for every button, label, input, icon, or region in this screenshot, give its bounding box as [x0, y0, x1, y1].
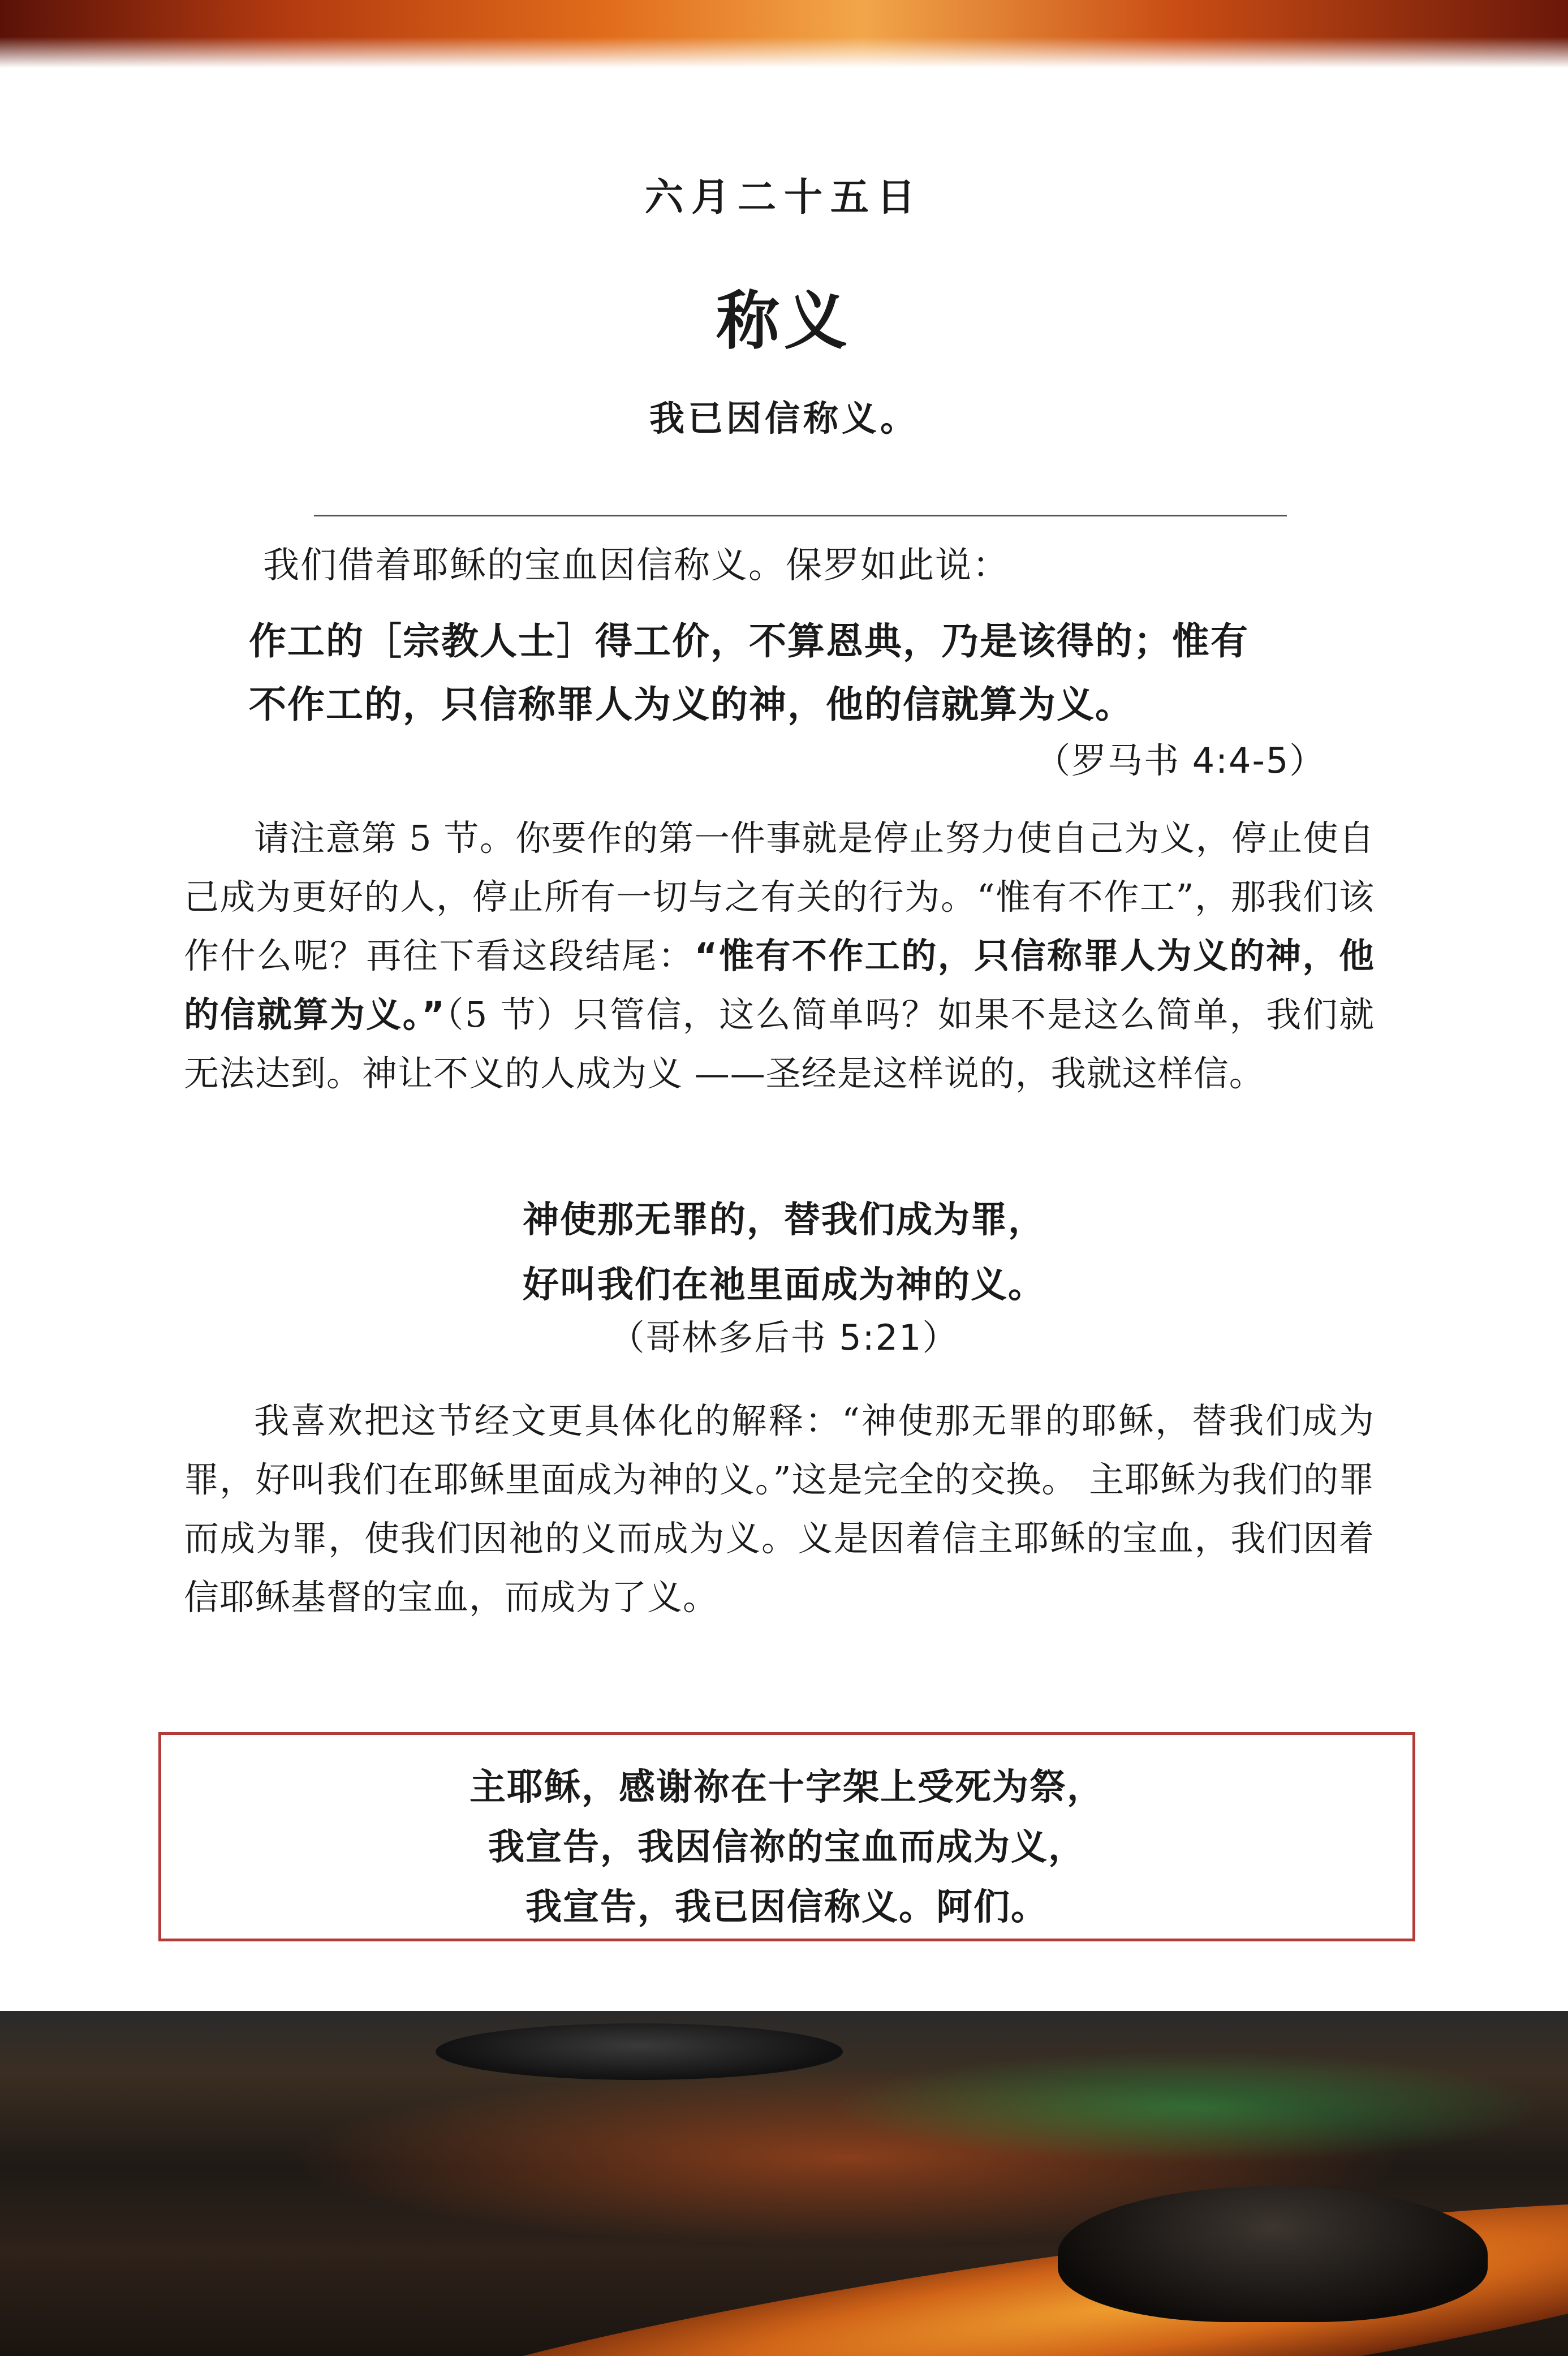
prayer-line: 主耶稣，感谢祢在十字架上受死为祭， [469, 1767, 1104, 1808]
paragraph-text: 请注意第 5 节。你要作的第一件事就是停止努力使自己为义，停止使自己成为更好的人，停止所有一切与之有关的行为。“惟有不作工”，那我们该作什么呢？再往下看这段结尾： [184, 817, 1375, 976]
devotional-title: 称义 [716, 285, 852, 358]
body-paragraph-2: 我喜欢把这节经文更具体化的解释：“神使那无罪的耶稣，替我们成为罪，好叫我们在耶稣里面成为神的义。”这是完全的交换。 主耶稣为我们的罪而成为罪，使我们因祂的义而成为义。义是因着信主耶稣的宝血，我们因着信耶稣基督的宝血，而成为了义。 [184, 1400, 1375, 1618]
body-paragraph-1 [184, 809, 1375, 1103]
key-verse: 我已因信称义。 [649, 398, 919, 439]
scripture-quote-romans [249, 610, 1324, 736]
prayer-box [158, 1732, 1415, 1941]
quote-line: 好叫我们在祂里面成为神的义。 [523, 1264, 1045, 1306]
scripture-quote-corinthians [0, 1188, 1568, 1318]
prayer-line: 我宣告，我因信祢的宝血而成为义， [488, 1827, 1085, 1868]
paragraph-text: （5 节）只管信，这么简单吗？如果不是这么简单，我们就无法达到。神让不义的人成为义 ——圣经是这样说的，我就这样信。 [184, 994, 1375, 1094]
distant-island [436, 2023, 843, 2080]
scripture-reference-romans: （罗马书 4:4-5） [1035, 740, 1326, 781]
top-decorative-band [0, 0, 1568, 68]
quote-line: 作工的［宗教人士］得工价，不算恩典，乃是该得的；惟有 [249, 619, 1249, 663]
quote-line: 神使那无罪的，替我们成为罪， [523, 1199, 1045, 1241]
divider-line [314, 515, 1287, 516]
foreground-rock [1058, 2186, 1488, 2322]
prayer-line: 我宣告，我已因信称义。阿们。 [525, 1886, 1048, 1928]
paragraph-bold-quote: “惟有不作工的，只信称罪人为义的神，他的信就算为义。” [184, 935, 1375, 1035]
quote-line: 不作工的，只信称罪人为义的神，他的信就算为义。 [249, 683, 1134, 726]
scripture-reference-corinthians: （哥林多后书 5:21） [609, 1317, 959, 1358]
bottom-landscape-image [0, 2011, 1568, 2356]
intro-text: 我们借着耶稣的宝血因信称义。保罗如此说： [263, 545, 1010, 587]
devotional-date: 六月二十五日 [644, 175, 923, 220]
